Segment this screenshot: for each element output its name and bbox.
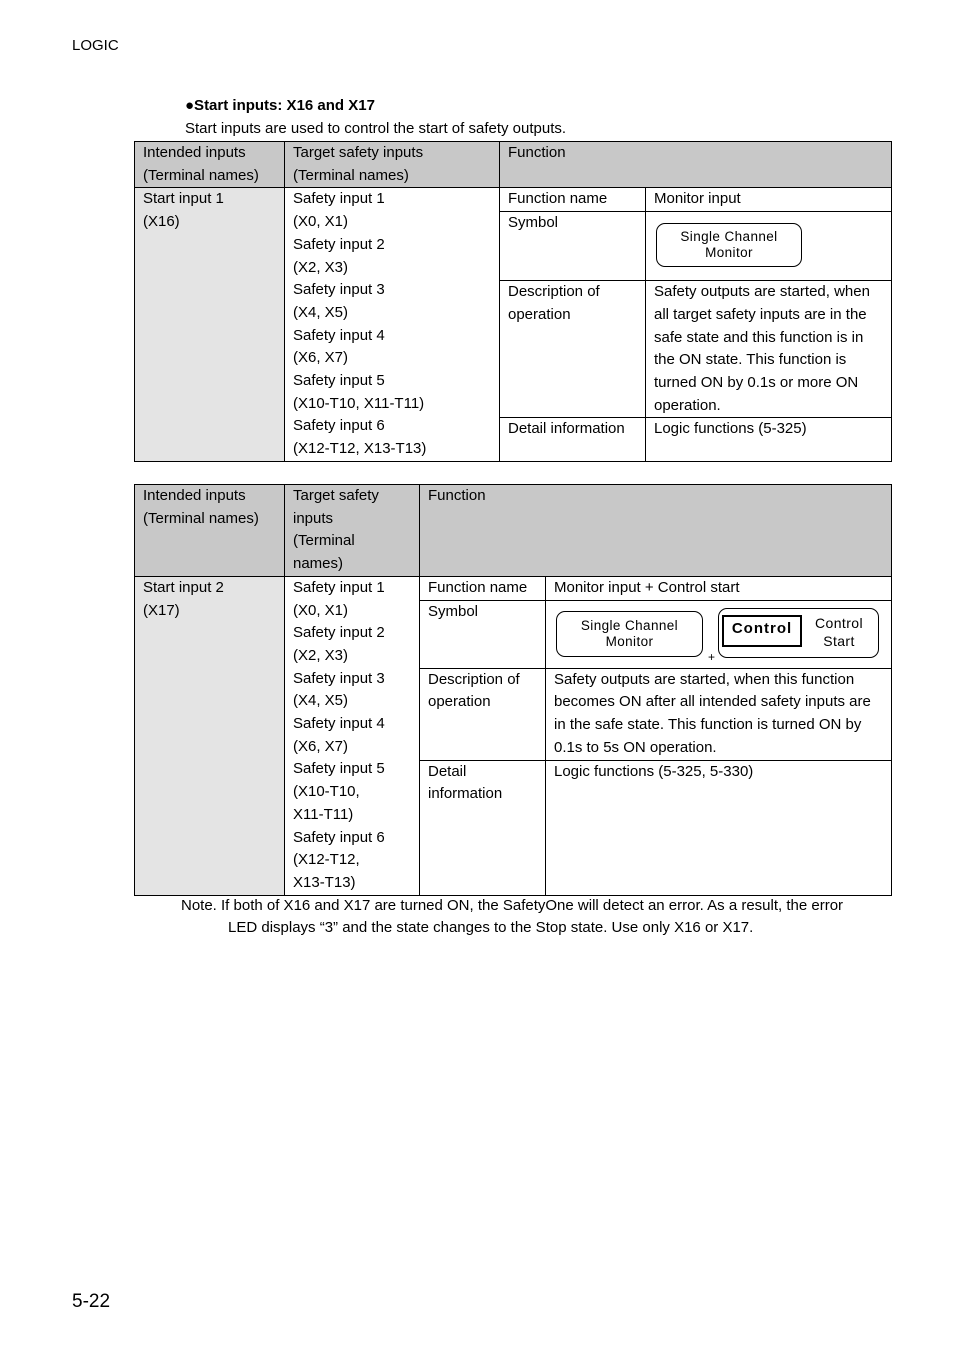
running-header: LOGIC (72, 37, 119, 54)
function-name-value: Monitor input + Control start (546, 576, 892, 600)
note-line-2: LED displays “3” and the state changes to the Stop state. Use only X16 or X17. (228, 919, 754, 936)
control-start-symbol (718, 608, 879, 658)
header-target-inputs: Target safety inputs (Terminal names) (285, 142, 500, 188)
function-name-label: Function name (420, 576, 546, 600)
control-box: Control (722, 615, 802, 647)
description-value: Safety outputs are started, when all target safety inputs are in the safe state and this function is in the ON state. This function is turned ON by 0.1s or more ON operation. (646, 281, 892, 418)
header-intended-inputs: Intended inputs (Terminal names) (135, 142, 285, 188)
intro-text: Start inputs are used to control the start of safety outputs. (185, 120, 567, 137)
header-intended-inputs: Intended inputs (Terminal names) (135, 485, 285, 577)
description-value: Safety outputs are started, when this function becomes ON after all intended safety inputs are in the safe state. This function is turned ON by 0.1s to 5s ON operation. (546, 668, 892, 760)
symbol-label: Symbol (500, 212, 646, 281)
page-number: 5-22 (72, 1291, 111, 1312)
detail-label: Detail information (500, 418, 646, 462)
symbol-label: Symbol (420, 600, 546, 668)
start-input-1-table (134, 141, 892, 462)
intended-input-cell: Start input 2 (X17) (135, 576, 285, 895)
section-title: ●Start inputs: X16 and X17 (185, 97, 375, 114)
detail-value: Logic functions (5-325, 5-330) (546, 760, 892, 895)
target-inputs-cell: Safety input 1 (X0, X1) Safety input 2 (X2, X3) Safety input 3 (X4, X5) Safety input 4 (X6, X7) Safety input 5 (X10-T10, X11-T11) Safety input 6 (X12-T12, X13-T13) (285, 576, 420, 895)
single-channel-monitor-symbol: Single Channel Monitor (656, 223, 802, 267)
intended-input-cell: Start input 1 (X16) (135, 188, 285, 462)
function-name-label: Function name (500, 188, 646, 212)
note-line-1: Note. If both of X16 and X17 are turned ON, the SafetyOne will detect an error. As a result, the error (181, 897, 844, 914)
single-channel-monitor-symbol: Single Channel Monitor (556, 611, 703, 657)
description-label: Description of operation (500, 281, 646, 418)
detail-value: Logic functions (5-325) (646, 418, 892, 462)
target-inputs-cell: Safety input 1 (X0, X1) Safety input 2 (X2, X3) Safety input 3 (X4, X5) Safety input 4 (X6, X7) Safety input 5 (X10-T10, X11-T11) Safety input 6 (X12-T12, X13-T13) (285, 188, 500, 462)
symbol-cell (546, 600, 892, 668)
header-function: Function (500, 142, 892, 188)
description-label: Description of operation (420, 668, 546, 760)
function-name-value: Monitor input (646, 188, 892, 212)
plus-sign: + (708, 649, 716, 664)
start-input-2-table (134, 484, 892, 896)
symbol-cell (646, 212, 892, 281)
header-function: Function (420, 485, 892, 577)
control-start-label: Control Start (815, 614, 863, 649)
header-target-inputs: Target safety inputs (Terminal names) (285, 485, 420, 577)
detail-label: Detail information (420, 760, 546, 895)
